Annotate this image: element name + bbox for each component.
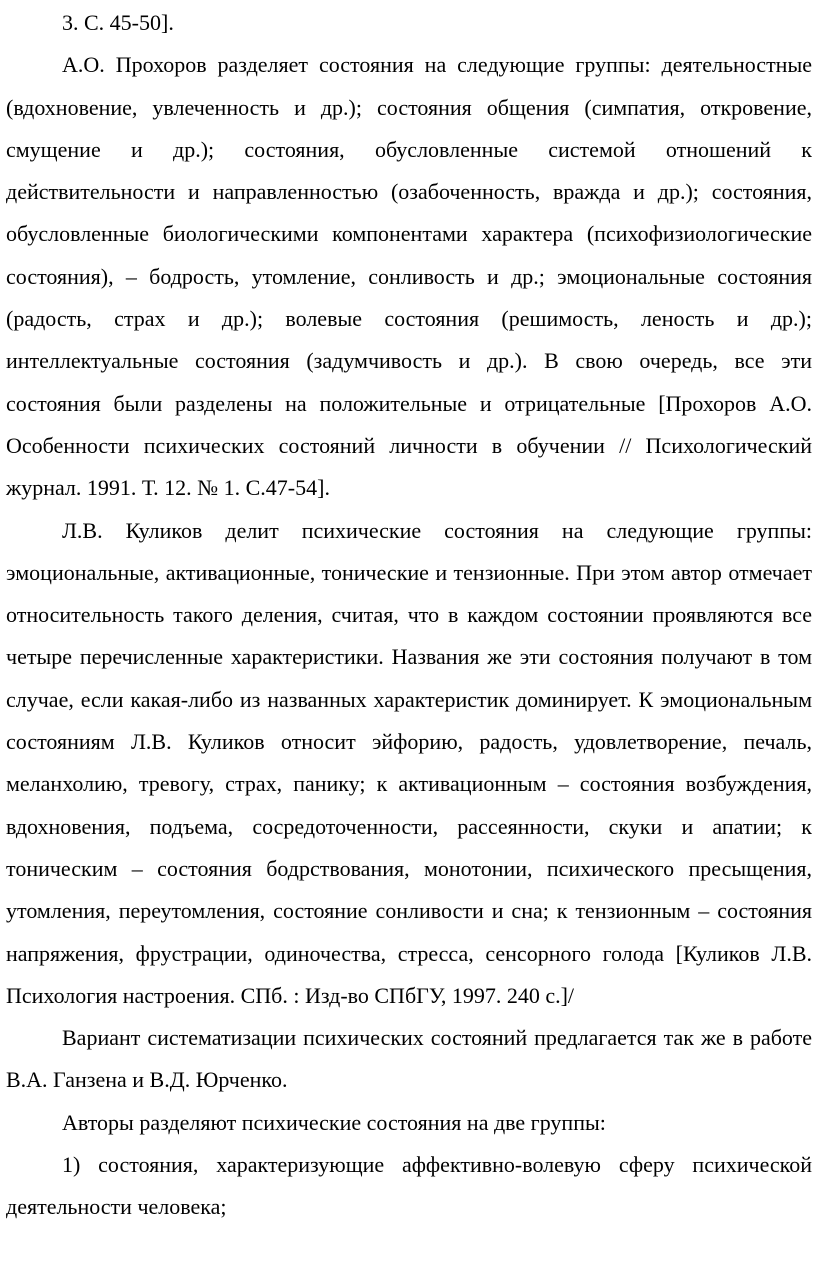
paragraph-ganzen: Вариант систематизации психических состояний предлагается так же в работе В.А. Ганзена и В.Д. Юрченко. (6, 1025, 812, 1093)
paragraph-kulikov: Л.В. Куликов делит психические состояния на следующие группы: эмоциональные, активационные, тонические и тензионные. При этом автор отмечает относительность такого деления, считая, что в каждом состоянии проявляются все четыре перечисленные характеристики. Названия же эти состояния получают в том случае, если какая-либо из названных характеристик доминирует. К эмоциональным состояниям Л.В. Куликов относит эйфорию, радость, удовлетворение, печаль, меланхолию, тревогу, страх, панику; к активационным – состояния возбуждения, вдохновения, подъема, сосредоточенности, рассеянности, скуки и апатии; к тоническим – состояния бодрствования, монотонии, психического пресыщения, утомления, переутомления, состояние сонливости и сна; к тензионным – состояния напряжения, фрустрации, одиночества, стресса, сенсорного голода [Куликов Л.В. Психология настроения. СПб. : Изд-во СПбГУ, 1997. 240 с.]/ (6, 517, 812, 1008)
paragraph-authors-groups: Авторы разделяют психические состояния на две группы: (62, 1109, 606, 1135)
paragraph-prokhorov: А.О. Прохоров разделяет состояния на следующие группы: деятельностные (вдохновение, увлеченность и др.); состояния общения (симпатия, откровение, смущение и др.); состояния, обусловленные системой отношений к действительности и направленностью (озабоченность, вражда и др.); состояния, обусловленные биологическими компонентами характера (психофизиологические состояния), – бодрость, утомление, сонливость и др.; эмоциональные состояния (радость, страх и др.); волевые состояния (решимость, леность и др.); интеллектуальные состояния (задумчивость и др.). В свою очередь, все эти состояния были разделены на положительные и отрицательные [Прохоров А.О. Особенности психических состояний личности в обучении // Психологический журнал. 1991. Т. 12. № 1. С.47-54]. (6, 52, 812, 501)
paragraph-group-one: 1) состояния, характеризующие аффективно-волевую сферу психической деятельности человека; (6, 1152, 812, 1220)
fragment-start: 3. С. 45-50]. (62, 10, 174, 35)
